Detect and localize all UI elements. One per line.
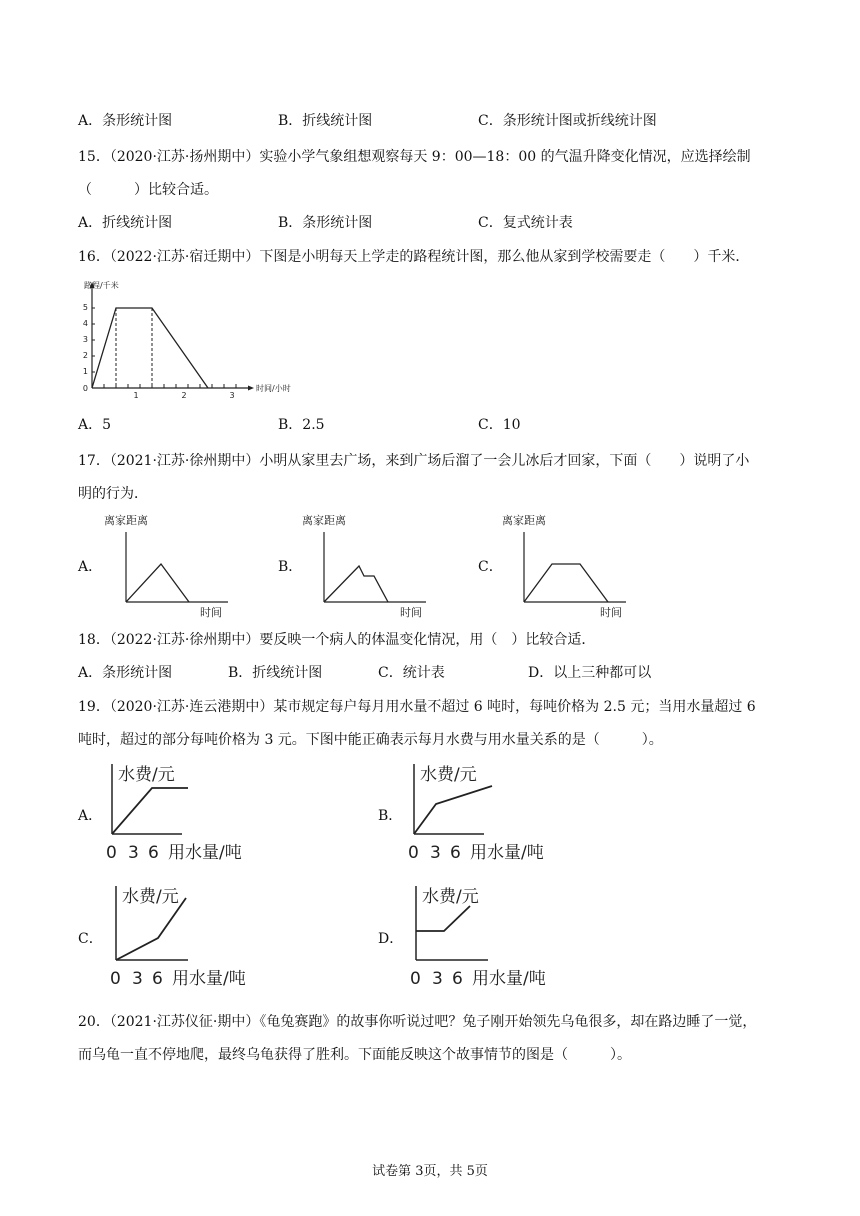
q18-option-b: B．折线统计图 bbox=[228, 665, 323, 681]
q17b-ylabel: 离家距离 bbox=[302, 514, 346, 527]
q18-option-a: A．条形统计图 bbox=[78, 665, 173, 681]
q19-stem-line2: 吨时，超过的部分每吨价格为 3 元。下图中能正确表示每月水费与用水量关系的是（ ）。 bbox=[78, 732, 663, 748]
q19a-xlabel: 用水量/吨 bbox=[168, 843, 242, 863]
q18-stem: 18．（2022·江苏·徐州期中）要反映一个病人的体温变化情况，用（ ）比较合适． bbox=[78, 632, 596, 648]
q19c-tick-0: 0 bbox=[110, 969, 121, 986]
q19-label-a: A． bbox=[78, 808, 103, 824]
q19c-xlabel: 用水量/吨 bbox=[172, 969, 246, 986]
q19b-tick-3: 3 bbox=[430, 843, 441, 863]
q15-option-c: C．复式统计表 bbox=[478, 215, 573, 231]
q19b-tick-0: 0 bbox=[408, 843, 419, 863]
q16-option-a: A．5 bbox=[78, 417, 112, 433]
q19d-tick-3: 3 bbox=[432, 969, 443, 986]
q19-label-c: C． bbox=[78, 931, 103, 947]
q15-option-b: B．条形统计图 bbox=[278, 215, 373, 231]
q19d-tick-6: 6 bbox=[452, 969, 463, 986]
q16-option-b: B．2.5 bbox=[278, 417, 325, 433]
q16-xtick-2: 2 bbox=[181, 391, 187, 398]
q19-graph-d bbox=[404, 880, 604, 986]
q16-stem: 16．（2022·江苏·宿迁期中）下图是小明每天上学走的路程统计图，那么他从家到学校需要走（ ）千米． bbox=[78, 249, 750, 265]
q15-option-a: A．折线统计图 bbox=[78, 215, 173, 231]
q19a-tick-6: 6 bbox=[148, 843, 159, 863]
q17-graph-b bbox=[302, 512, 432, 618]
q19-graph-c bbox=[104, 880, 304, 986]
q17c-ylabel: 离家距离 bbox=[502, 514, 546, 527]
page-footer: 试卷第 3页，共 5页 bbox=[372, 1164, 488, 1179]
q17c-xlabel: 时间 bbox=[600, 606, 622, 618]
q19a-ylabel: 水费/元 bbox=[118, 765, 175, 785]
q17a-ylabel: 离家距离 bbox=[104, 514, 148, 527]
q16-ytick-0: 0 bbox=[82, 384, 88, 393]
q19-label-b: B． bbox=[378, 808, 403, 824]
q19d-xlabel: 用水量/吨 bbox=[472, 969, 546, 986]
q19a-tick-3: 3 bbox=[128, 843, 139, 863]
q18-option-c: C．统计表 bbox=[378, 665, 445, 681]
q15-stem-line2: （ ）比较合适。 bbox=[78, 182, 218, 198]
q19-label-d: D． bbox=[378, 931, 404, 947]
q14-option-b: B．折线统计图 bbox=[278, 113, 373, 129]
q17-stem-line1: 17．（2021·江苏·徐州期中）小明从家里去广场，来到广场后溜了一会儿冰后才回家，下面（ ）说明了小 bbox=[78, 453, 750, 469]
q16-xtick-3: 3 bbox=[229, 391, 235, 398]
q15-stem-line1: 15．（2020·江苏·扬州期中）实验小学气象组想观察每天 9：00—18：00 的气温升降变化情况，应选择绘制 bbox=[78, 149, 751, 165]
q17-label-a: A． bbox=[78, 559, 103, 575]
q19-graph-b bbox=[402, 758, 602, 864]
q16-ytick-3: 3 bbox=[82, 335, 88, 344]
q16-ytick-2: 2 bbox=[82, 351, 88, 360]
q17-graph-c bbox=[502, 512, 632, 618]
q19c-tick-6: 6 bbox=[152, 969, 163, 986]
q17-label-b: B． bbox=[278, 559, 303, 575]
q16-option-c: C．10 bbox=[478, 417, 521, 433]
q19a-tick-0: 0 bbox=[106, 843, 117, 863]
q17b-xlabel: 时间 bbox=[400, 606, 422, 618]
q17a-xlabel: 时间 bbox=[200, 606, 222, 618]
q17-label-c: C． bbox=[478, 559, 503, 575]
q19d-ylabel: 水费/元 bbox=[422, 887, 479, 907]
q14-option-c: C．条形统计图或折线统计图 bbox=[478, 113, 657, 129]
q16-chart-xlabel: 时间/小时 bbox=[256, 384, 291, 393]
q19-stem-line1: 19．（2020·江苏·连云港期中）某市规定每户每月用水量不超过 6 吨时，每吨价格为 2.5 元；当用水量超过 6 bbox=[78, 699, 756, 715]
q17-graph-a bbox=[104, 512, 234, 618]
q19d-tick-0: 0 bbox=[410, 969, 421, 986]
q16-chart-ylabel: 路程/千米 bbox=[84, 281, 119, 290]
q19b-tick-6: 6 bbox=[450, 843, 461, 863]
q16-ytick-5: 5 bbox=[82, 303, 88, 312]
q16-distance-time-chart bbox=[78, 278, 308, 398]
q19c-tick-3: 3 bbox=[132, 969, 143, 986]
q19b-xlabel: 用水量/吨 bbox=[470, 843, 544, 863]
q14-option-a: A．条形统计图 bbox=[78, 113, 173, 129]
q16-xtick-1: 1 bbox=[133, 391, 139, 398]
q19b-ylabel: 水费/元 bbox=[420, 765, 477, 785]
q19-graph-a bbox=[100, 758, 300, 864]
q16-chart-line bbox=[92, 308, 208, 388]
q20-stem-line2: 而乌龟一直不停地爬，最终乌龟获得了胜利。下面能反映这个故事情节的图是（ ）。 bbox=[78, 1047, 631, 1063]
q16-ytick-1: 1 bbox=[82, 367, 88, 376]
q20-stem-line1: 20．（2021·江苏仪征·期中）《龟兔赛跑》的故事你听说过吧？兔子刚开始领先乌龟很多，却在路边睡了一觉， bbox=[78, 1014, 757, 1030]
q19c-ylabel: 水费/元 bbox=[122, 887, 179, 907]
q17-stem-line2: 明的行为． bbox=[78, 486, 148, 502]
q16-ytick-4: 4 bbox=[82, 319, 88, 328]
q18-option-d: D．以上三种都可以 bbox=[528, 665, 652, 681]
